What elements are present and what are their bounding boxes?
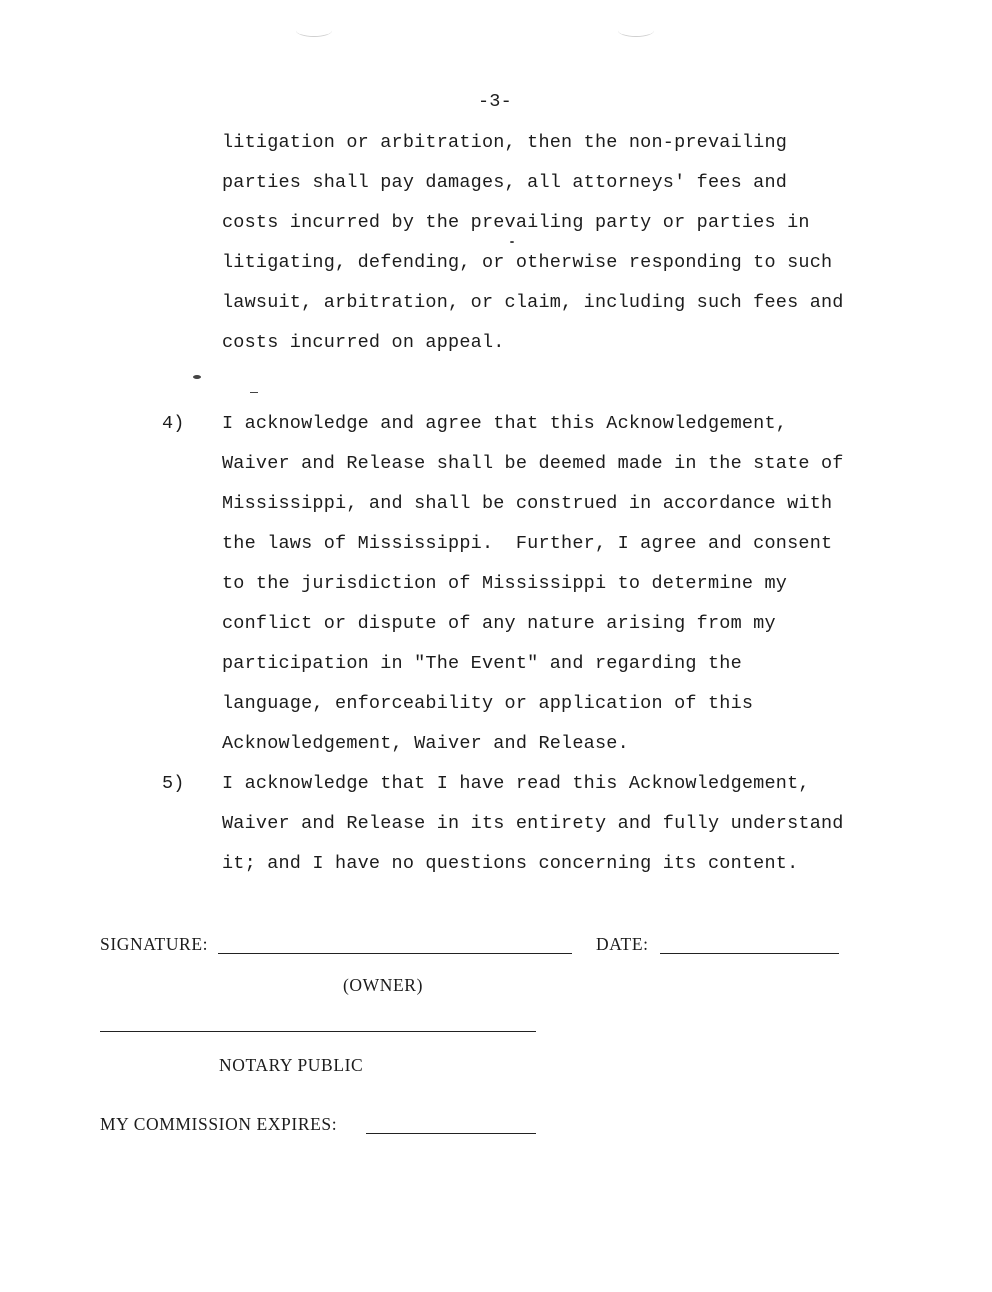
- clause-line: Acknowledgement, Waiver and Release.: [222, 733, 629, 754]
- paragraph-line: litigation or arbitration, then the non-prevailing: [222, 132, 788, 153]
- clause-line: participation in "The Event" and regarding the: [222, 653, 742, 674]
- paragraph-line: parties shall pay damages, all attorneys' fees and: [222, 172, 788, 193]
- scan-speck: [510, 241, 514, 243]
- paragraph-line: litigating, defending, or otherwise responding to such: [222, 252, 833, 273]
- date-line[interactable]: [660, 953, 839, 954]
- signature-label: SIGNATURE:: [100, 934, 209, 954]
- clause-number: 4): [162, 413, 185, 434]
- clause-line: I acknowledge that I have read this Acknowledgement,: [222, 773, 810, 794]
- commission-expires-line[interactable]: [366, 1133, 536, 1134]
- signature-line[interactable]: [218, 953, 572, 954]
- clause-line: to the jurisdiction of Mississippi to determine my: [222, 573, 788, 594]
- scan-speck: [193, 375, 201, 379]
- notary-signature-line[interactable]: [100, 1031, 536, 1032]
- clause-line: Mississippi, and shall be construed in accordance with: [222, 493, 833, 514]
- clause-line: language, enforceability or application of this: [222, 693, 754, 714]
- clause-line: it; and I have no questions concerning its content.: [222, 853, 799, 874]
- scan-mark: [296, 24, 332, 37]
- clause-line: conflict or dispute of any nature arising from my: [222, 613, 776, 634]
- commission-expires-label: MY COMMISSION EXPIRES:: [100, 1114, 338, 1134]
- date-label: DATE:: [596, 934, 649, 954]
- scan-mark: [618, 24, 654, 37]
- clause-number: 5): [162, 773, 185, 794]
- paragraph-line: lawsuit, arbitration, or claim, including such fees and: [222, 292, 844, 313]
- clause-line: Waiver and Release in its entirety and fully understand: [222, 813, 844, 834]
- notary-label: NOTARY PUBLIC: [219, 1055, 364, 1075]
- clause-line: the laws of Mississippi. Further, I agree and consent: [222, 533, 833, 554]
- clause-line: Waiver and Release shall be deemed made in the state of: [222, 453, 844, 474]
- paragraph-line: costs incurred by the prevailing party or parties in: [222, 212, 810, 233]
- page-number: -3-: [478, 91, 512, 112]
- clause-line: I acknowledge and agree that this Acknowledgement,: [222, 413, 788, 434]
- paragraph-line: costs incurred on appeal.: [222, 332, 505, 353]
- owner-label: (OWNER): [343, 975, 424, 995]
- scan-speck: [250, 392, 258, 393]
